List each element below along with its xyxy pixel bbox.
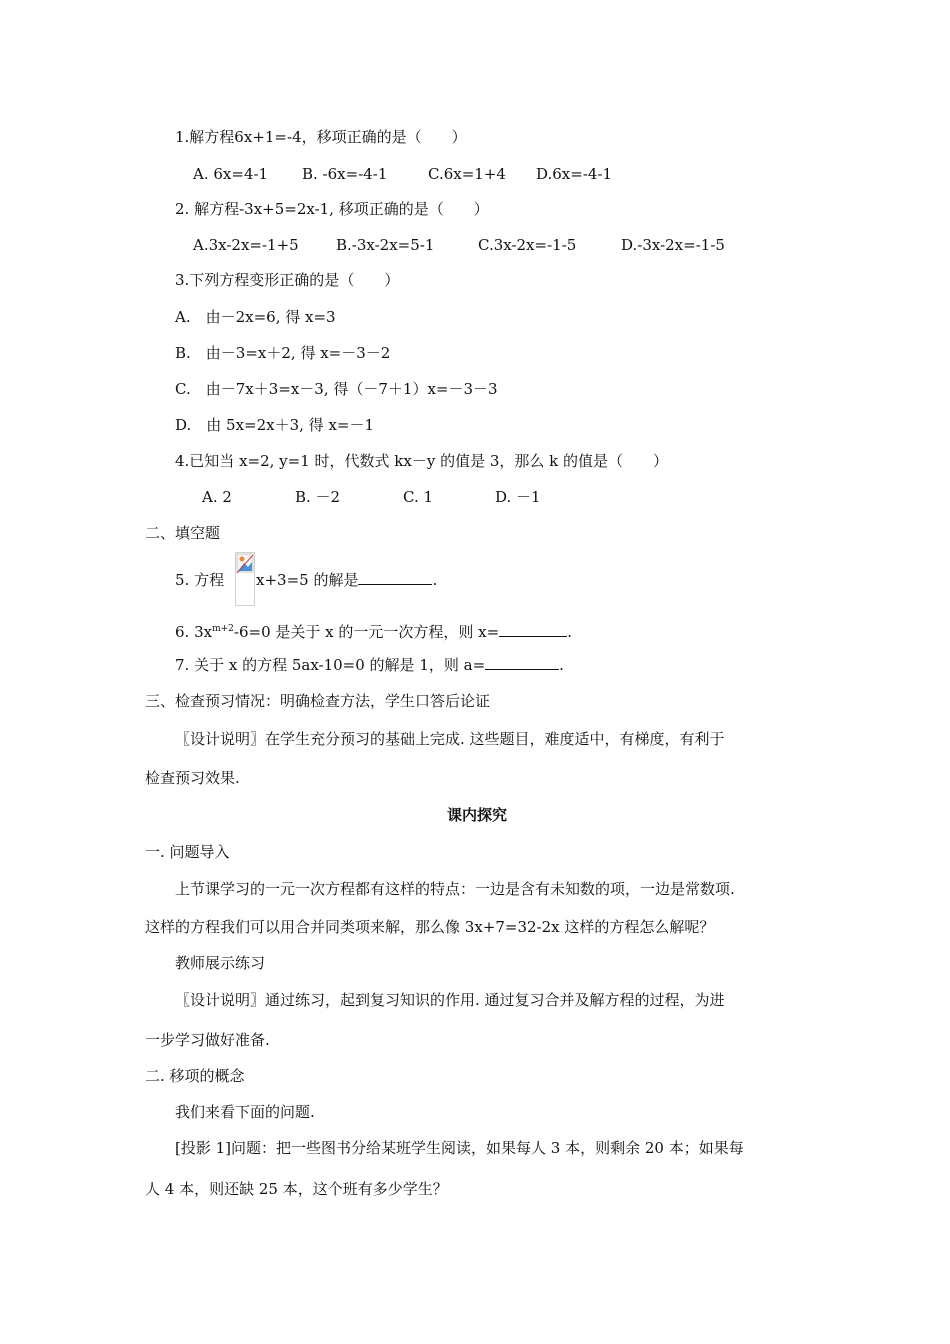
question-5-body xyxy=(256,570,437,590)
section-check-heading: 三、检查预习情况：明确检查方法，学生口答后论证 xyxy=(145,692,491,710)
question-2-option-d: D.-3x-2x=-1-5 xyxy=(621,236,725,254)
design-note-2-line-1: 〖设计说明〗通过练习，起到复习知识的作用. 通过复习合并及解方程的过程，为进 xyxy=(175,991,725,1009)
teacher-practice-label: 教师展示练习 xyxy=(175,954,266,972)
question-6 xyxy=(175,619,572,642)
question-2-option-c: C.3x-2x=-1-5 xyxy=(478,236,577,254)
question-2-stem: 2. 解方程-3x+5=2x-1, 移项正确的是（ ） xyxy=(175,200,489,218)
design-note-1-line-1: 〖设计说明〗在学生充分预习的基础上完成. 这些题目，难度适中，有梯度，有利于 xyxy=(175,730,725,748)
projection-problem-line-1: [投影 1]问题：把一些图书分给某班学生阅读，如果每人 3 本，则剩余 20 本；如果每 xyxy=(175,1139,744,1157)
question-3-stem: 3.下列方程变形正确的是（ ） xyxy=(175,271,400,289)
question-5-prefix: 5. 方程 xyxy=(175,571,225,589)
question-5-end: . xyxy=(432,571,438,589)
question-6-end: . xyxy=(567,623,572,641)
look-problem-line: 我们来看下面的问题. xyxy=(175,1103,315,1121)
broken-image-icon xyxy=(235,552,255,606)
question-5-answer-blank[interactable] xyxy=(358,570,432,585)
question-1-option-d: D.6x=-4-1 xyxy=(536,165,613,183)
question-3-option-b: B. 由－3=x＋2, 得 x=－3－2 xyxy=(175,344,391,362)
question-3-option-a: A. 由－2x=6, 得 x=3 xyxy=(175,308,336,326)
question-4-option-d: D. －1 xyxy=(495,488,541,506)
question-4-stem: 4.已知当 x=2, y=1 时，代数式 kx－y 的值是 3，那么 k 的值是（ ） xyxy=(175,452,669,470)
question-7-answer-blank[interactable] xyxy=(485,655,559,670)
question-6-answer-blank[interactable] xyxy=(499,622,567,637)
question-6-prefix: 6. 3x xyxy=(175,623,213,641)
page-title: 课内探究 xyxy=(447,806,508,824)
question-3-option-c: C. 由－7x＋3=x－3, 得（－7＋1）x=－3－3 xyxy=(175,380,498,398)
question-2-option-b: B.-3x-2x=5-1 xyxy=(336,236,435,254)
question-7-text: 7. 关于 x 的方程 5ax-10=0 的解是 1，则 a= xyxy=(175,656,486,674)
question-1-option-a: A. 6x=4-1 xyxy=(193,165,269,183)
question-4-option-b: B. －2 xyxy=(295,488,341,506)
question-6-text: -6=0 是关于 x 的一元一次方程，则 x= xyxy=(233,623,500,641)
question-5-text: x+3=5 的解是 xyxy=(256,571,359,589)
question-7-end: . xyxy=(559,656,564,674)
section-intro-heading: 一. 问题导入 xyxy=(145,843,230,861)
design-note-1-line-2: 检查预习效果. xyxy=(145,769,240,787)
projection-problem-line-2: 人 4 本，则还缺 25 本，这个班有多少学生？ xyxy=(145,1180,448,1198)
section-transposition-heading: 二. 移项的概念 xyxy=(145,1067,245,1085)
intro-line-2: 这样的方程我们可以用合并同类项来解，那么像 3x+7=32-2x 这样的方程怎么解呢？ xyxy=(145,918,715,936)
section-fill-in-heading: 二、填空题 xyxy=(145,524,221,542)
intro-line-1: 上节课学习的一元一次方程都有这样的特点：一边是含有未知数的项，一边是常数项. xyxy=(175,880,735,898)
question-6-exponent: m+2 xyxy=(212,624,234,634)
question-4-option-c: C. 1 xyxy=(403,488,434,506)
question-1-option-b: B. -6x=-4-1 xyxy=(302,165,388,183)
question-1-stem: 1.解方程6x+1=-4，移项正确的是（ ） xyxy=(175,128,467,146)
question-7 xyxy=(175,655,564,675)
design-note-2-line-2: 一步学习做好准备. xyxy=(145,1031,270,1049)
question-4-option-a: A. 2 xyxy=(202,488,232,506)
question-2-option-a: A.3x-2x=-1+5 xyxy=(193,236,299,254)
question-1-option-c: C.6x=1+4 xyxy=(428,165,506,183)
question-3-option-d: D. 由 5x=2x＋3, 得 x=－1 xyxy=(175,416,375,434)
